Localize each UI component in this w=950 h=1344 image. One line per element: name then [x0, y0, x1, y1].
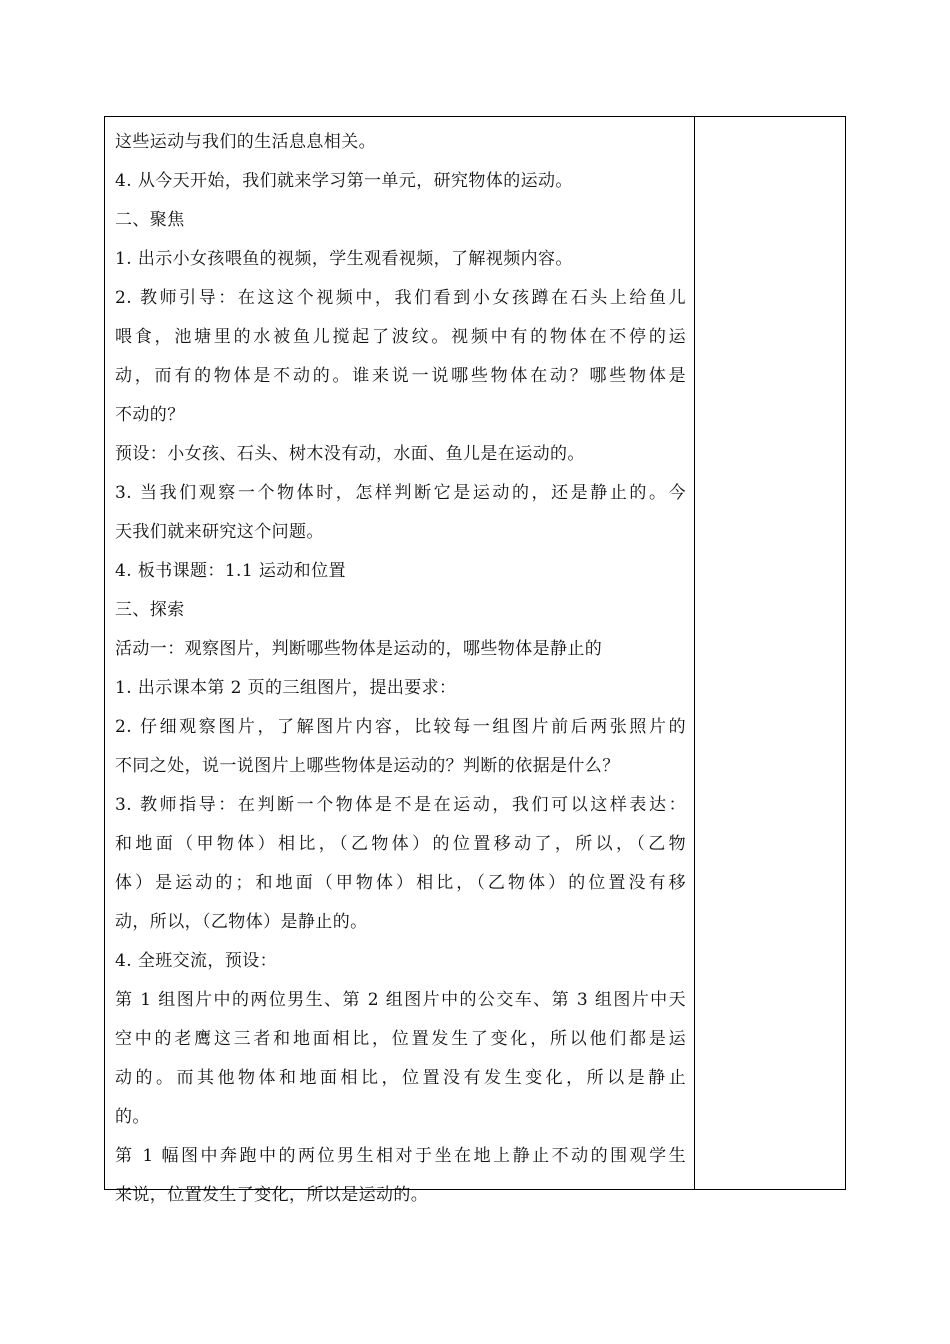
text-line: 空中的老鹰这三者和地面相比，位置发生了变化，所以他们都是运	[115, 1029, 686, 1049]
text-line: 4. 全班交流，预设：	[115, 951, 278, 971]
text-line: 动，所以，（乙物体）是静止的。	[115, 912, 368, 932]
text-line: 来说，位置发生了变化，所以是运动的。	[115, 1185, 429, 1205]
text-line: 不动的？	[115, 405, 185, 425]
text-line: 4. 从今天开始，我们就来学习第一单元，研究物体的运动。	[115, 171, 573, 191]
text-line: 1. 出示课本第 2 页的三组图片，提出要求：	[115, 678, 457, 698]
text-line: 动的。而其他物体和地面相比，位置没有发生变化，所以是静止	[115, 1068, 686, 1088]
lesson-plan-table	[104, 116, 846, 1205]
text-line: 这些运动与我们的生活息息相关。	[115, 132, 376, 152]
text-line: 不同之处，说一说图片上哪些物体是运动的？判断的依据是什么？	[115, 756, 620, 776]
text-line: 3. 教师指导：在判断一个物体是不是在运动，我们可以这样表达：	[115, 795, 686, 815]
text-line: 动，而有的物体是不动的。谁来说一说哪些物体在动？哪些物体是	[115, 366, 686, 386]
text-line: 4. 板书课题：1.1 运动和位置	[115, 561, 346, 581]
text-line: 喂食，池塘里的水被鱼儿搅起了波纹。视频中有的物体在不停的运	[115, 327, 686, 347]
text-line: 二、聚焦	[115, 210, 185, 230]
text-line: 三、探索	[115, 600, 185, 620]
notes-cell	[695, 117, 845, 1189]
text-line: 和地面（甲物体）相比，（乙物体）的位置移动了，所以，（乙物	[115, 834, 686, 854]
text-line: 活动一：观察图片，判断哪些物体是运动的，哪些物体是静止的	[115, 639, 603, 659]
text-line: 1. 出示小女孩喂鱼的视频，学生观看视频，了解视频内容。	[115, 249, 573, 269]
text-line: 2. 教师引导：在这这个视频中，我们看到小女孩蹲在石头上给鱼儿	[115, 288, 686, 308]
text-line: 2. 仔细观察图片，了解图片内容，比较每一组图片前后两张照片的	[115, 717, 686, 737]
text-line: 第 1 组图片中的两位男生、第 2 组图片中的公交车、第 3 组图片中天	[115, 990, 686, 1010]
text-line: 天我们就来研究这个问题。	[115, 522, 324, 542]
text-line: 的。	[115, 1107, 150, 1127]
text-line: 体）是运动的；和地面（甲物体）相比，（乙物体）的位置没有移	[115, 873, 686, 893]
lesson-content-cell	[105, 117, 694, 1205]
text-line: 3. 当我们观察一个物体时，怎样判断它是运动的，还是静止的。今	[115, 483, 686, 503]
text-line: 第 1 幅图中奔跑中的两位男生相对于坐在地上静止不动的围观学生	[115, 1146, 686, 1166]
text-line: 预设：小女孩、石头、树木没有动，水面、鱼儿是在运动的。	[115, 444, 585, 464]
